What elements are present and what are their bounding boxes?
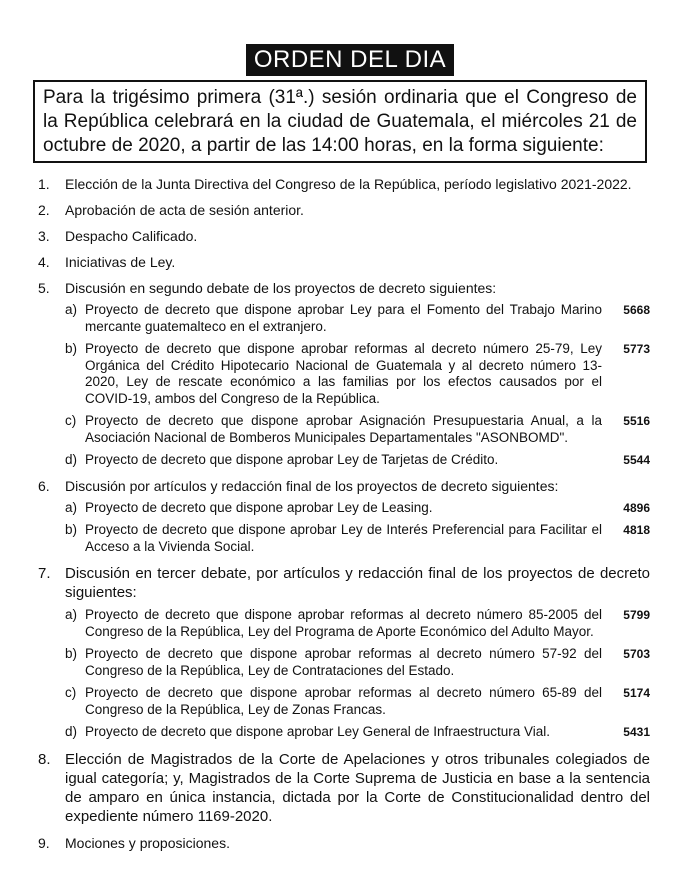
sub-item-text: Proyecto de decreto que dispone aprobar Ley de Interés Preferencial para Facilitar el Acceso a la Vivienda Social. [85,522,602,554]
sub-item-text: Proyecto de decreto que dispone aprobar reformas al decreto número 85-2005 del Congreso de la República, Ley del Programa de Aporte Económico del Adulto Mayor. [85,607,602,639]
sub-item [65,724,650,741]
sub-item-letter: c) [65,413,77,428]
sub-item-letter: a) [65,302,78,317]
page-title: ORDEN DEL DIA [246,44,454,76]
agenda-item-number: 4. [38,254,50,270]
sub-item-letter: d) [65,724,78,739]
sub-item [65,646,650,679]
title-container [0,44,700,76]
initiative-number: 5544 [623,453,650,467]
intro-box: Para la trigésimo primera (31ª.) sesión ordinaria que el Congreso de la República celebrará en la ciudad de Guatemala, el miércoles 21 de octubre de 2020, a partir de las 14:00 horas, en la forma siguiente: [33,80,647,163]
initiative-number: 5174 [623,686,650,700]
sub-item-letter: a) [65,607,78,622]
sub-item [65,452,650,469]
sub-item-letter: d) [65,452,78,467]
initiative-number: 5799 [623,608,650,622]
agenda-item-number: 2. [38,202,50,218]
agenda-list [38,176,650,861]
sub-item-text: Proyecto de decreto que dispone aprobar Ley para el Fomento del Trabajo Marino mercante guatemalteco en el extranjero. [85,302,602,334]
agenda-item-number: 6. [38,477,50,494]
agenda-item-number: 9. [38,834,50,851]
initiative-number: 5516 [623,414,650,428]
sub-item-letter: b) [65,646,78,661]
sub-item-letter: b) [65,341,78,356]
agenda-item [38,835,650,852]
agenda-item [38,750,650,826]
agenda-item [38,176,650,193]
sub-item [65,302,650,335]
sub-item-text: Proyecto de decreto que dispone aprobar Asignación Presupuestaria Anual, a la Asociación Nacional de Bomberos Municipales Departamentales "ASONBOMD". [85,413,602,445]
agenda-item [38,202,650,219]
agenda-item-number: 7. [38,565,51,582]
sub-list [65,500,650,556]
initiative-number: 4818 [623,523,650,537]
initiative-number: 5431 [623,725,650,739]
sub-item [65,522,650,555]
agenda-item [38,478,650,556]
initiative-number: 5703 [623,647,650,661]
sub-item-text: Proyecto de decreto que dispone aprobar Ley de Leasing. [85,499,433,515]
agenda-item-number: 8. [38,750,51,768]
sub-item-text: Proyecto de decreto que dispone aprobar reformas al decreto número 65-89 del Congreso de la República, Ley de Zonas Francas. [85,685,602,717]
agenda-item [38,564,650,741]
agenda-item-text: Aprobación de acta de sesión anterior. [65,202,304,218]
sub-item-text: Proyecto de decreto que dispone aprobar reformas al decreto número 25-79, Ley Orgánica del Crédito Hipotecario Nacional de Guatemala y al decreto número 13-2020, Ley de rescate económico a las familias por los efectos causados por el COVID-19, ambos del Congreso de la República. [85,341,602,406]
sub-item-letter: c) [65,685,77,700]
agenda-item-number: 1. [38,176,50,192]
agenda-item [38,280,650,469]
agenda-item-text: Despacho Calificado. [65,228,198,244]
sub-list [65,607,650,741]
sub-item [65,500,650,517]
agenda-item-text: Discusión en segundo debate de los proyectos de decreto siguientes: [65,280,497,296]
initiative-number: 4896 [623,500,650,515]
agenda-item-text: Discusión por artículos y redacción final de los proyectos de decreto siguientes: [65,477,559,494]
sub-item [65,413,650,446]
sub-item-text: Proyecto de decreto que dispone aprobar reformas al decreto número 57-92 del Congreso de la República, Ley de Contrataciones del Estado. [85,646,602,678]
sub-item [65,607,650,640]
agenda-item [38,254,650,271]
sub-item-text: Proyecto de decreto que dispone aprobar Ley de Tarjetas de Crédito. [85,452,499,467]
sub-item-text: Proyecto de decreto que dispone aprobar Ley General de Infraestructura Vial. [85,724,551,739]
sub-item-letter: b) [65,522,78,537]
agenda-item-text: Mociones y proposiciones. [65,834,230,851]
agenda-item-text: Elección de Magistrados de la Corte de Apelaciones y otros tribunales colegiados de igual categoría; y, Magistrados de la Corte Suprema de Justicia en base a la sentencia de amparo en única instancia, dictada por la Corte de Constitucionalidad dentro del expediente número 1169-2020. [65,750,650,825]
initiative-number: 5773 [623,342,650,356]
initiative-number: 5668 [623,303,650,317]
sub-item [65,341,650,407]
agenda-item-number: 5. [38,280,50,296]
sub-list [65,302,650,469]
agenda-item-text: Elección de la Junta Directiva del Congreso de la República, período legislativo 2021-2022. [65,176,632,192]
agenda-item [38,228,650,245]
agenda-item-text: Iniciativas de Ley. [65,254,176,270]
sub-item-letter: a) [65,499,78,515]
sub-item [65,685,650,718]
agenda-item-text: Discusión en tercer debate, por artículos y redacción final de los proyectos de decreto siguientes: [65,565,650,601]
agenda-item-number: 3. [38,228,50,244]
